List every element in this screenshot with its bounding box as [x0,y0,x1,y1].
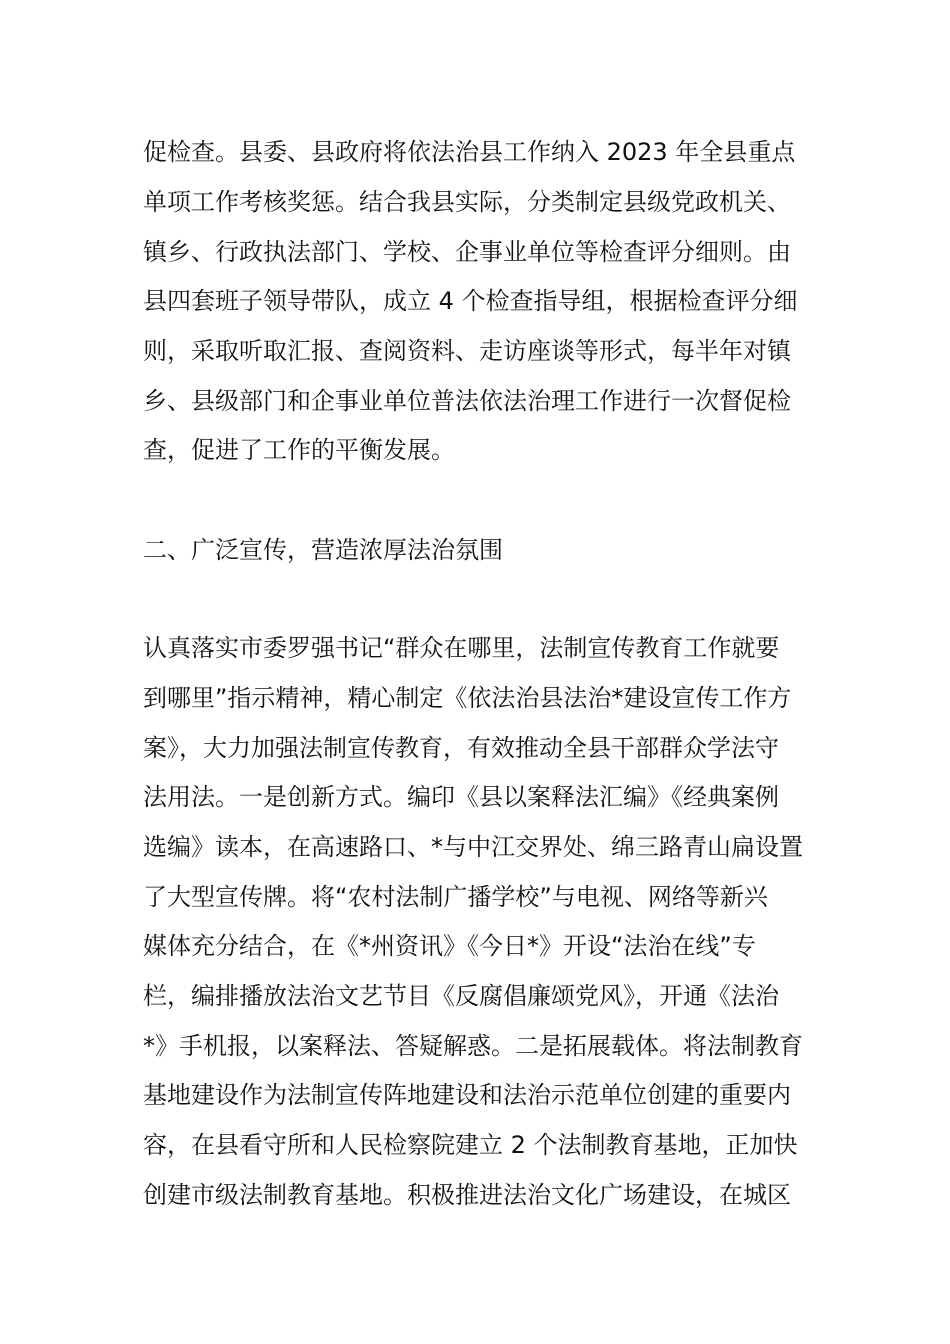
text-line: 栏，编排播放法治文艺节目《反腐倡廉颂党风》，开通《法治 [143,982,779,1010]
section-heading: 二、广泛宣传，营造浓厚法治氛围 [143,536,503,564]
text-line: 县四套班子领导带队，成立 4 个检查指导组，根据检查评分细 [143,287,798,315]
text-line: 认真落实市委罗强书记“群众在哪里，法制宣传教育工作就要 [143,634,780,662]
text-line: 媒体充分结合，在《*州资讯》《今日*》开设“法治在线”专 [143,932,756,960]
text-line: 乡、县级部门和企事业单位普法依法治理工作进行一次督促检 [143,387,791,415]
text-line: 则，采取听取汇报、查阅资料、走访座谈等形式，每半年对镇 [143,337,791,365]
text-line: 单项工作考核奖惩。结合我县实际，分类制定县级党政机关、 [143,188,791,216]
text-line: 促检查。县委、县政府将依法治县工作纳入 2023 年全县重点 [143,138,796,166]
text-line: 法用法。一是创新方式。编印《县以案释法汇编》《经典案例 [143,783,779,811]
text-line: 了大型宣传牌。将“农村法制广播学校”与电视、网络等新兴 [143,883,768,911]
text-line: 基地建设作为法制宣传阵地建设和法治示范单位创建的重要内 [143,1081,791,1109]
text-line: 创建市级法制教育基地。积极推进法治文化广场建设，在城区 [143,1181,791,1209]
text-line: 容，在县看守所和人民检察院建立 2 个法制教育基地，正加快 [143,1131,798,1159]
text-line: 到哪里”指示精神，精心制定《依法治县法治*建设宣传工作方 [143,684,792,712]
text-line: 镇乡、行政执法部门、学校、企事业单位等检查评分细则。由 [143,238,791,266]
text-line: 选编》读本，在高速路口、*与中江交界处、绵三路青山扁设置 [143,833,803,861]
text-line: 查，促进了工作的平衡发展。 [143,436,455,464]
text-line: *》手机报，以案释法、答疑解惑。二是拓展载体。将法制教育 [143,1032,803,1060]
text-line: 案》，大力加强法制宣传教育，有效推动全县干部群众学法守 [143,734,779,762]
